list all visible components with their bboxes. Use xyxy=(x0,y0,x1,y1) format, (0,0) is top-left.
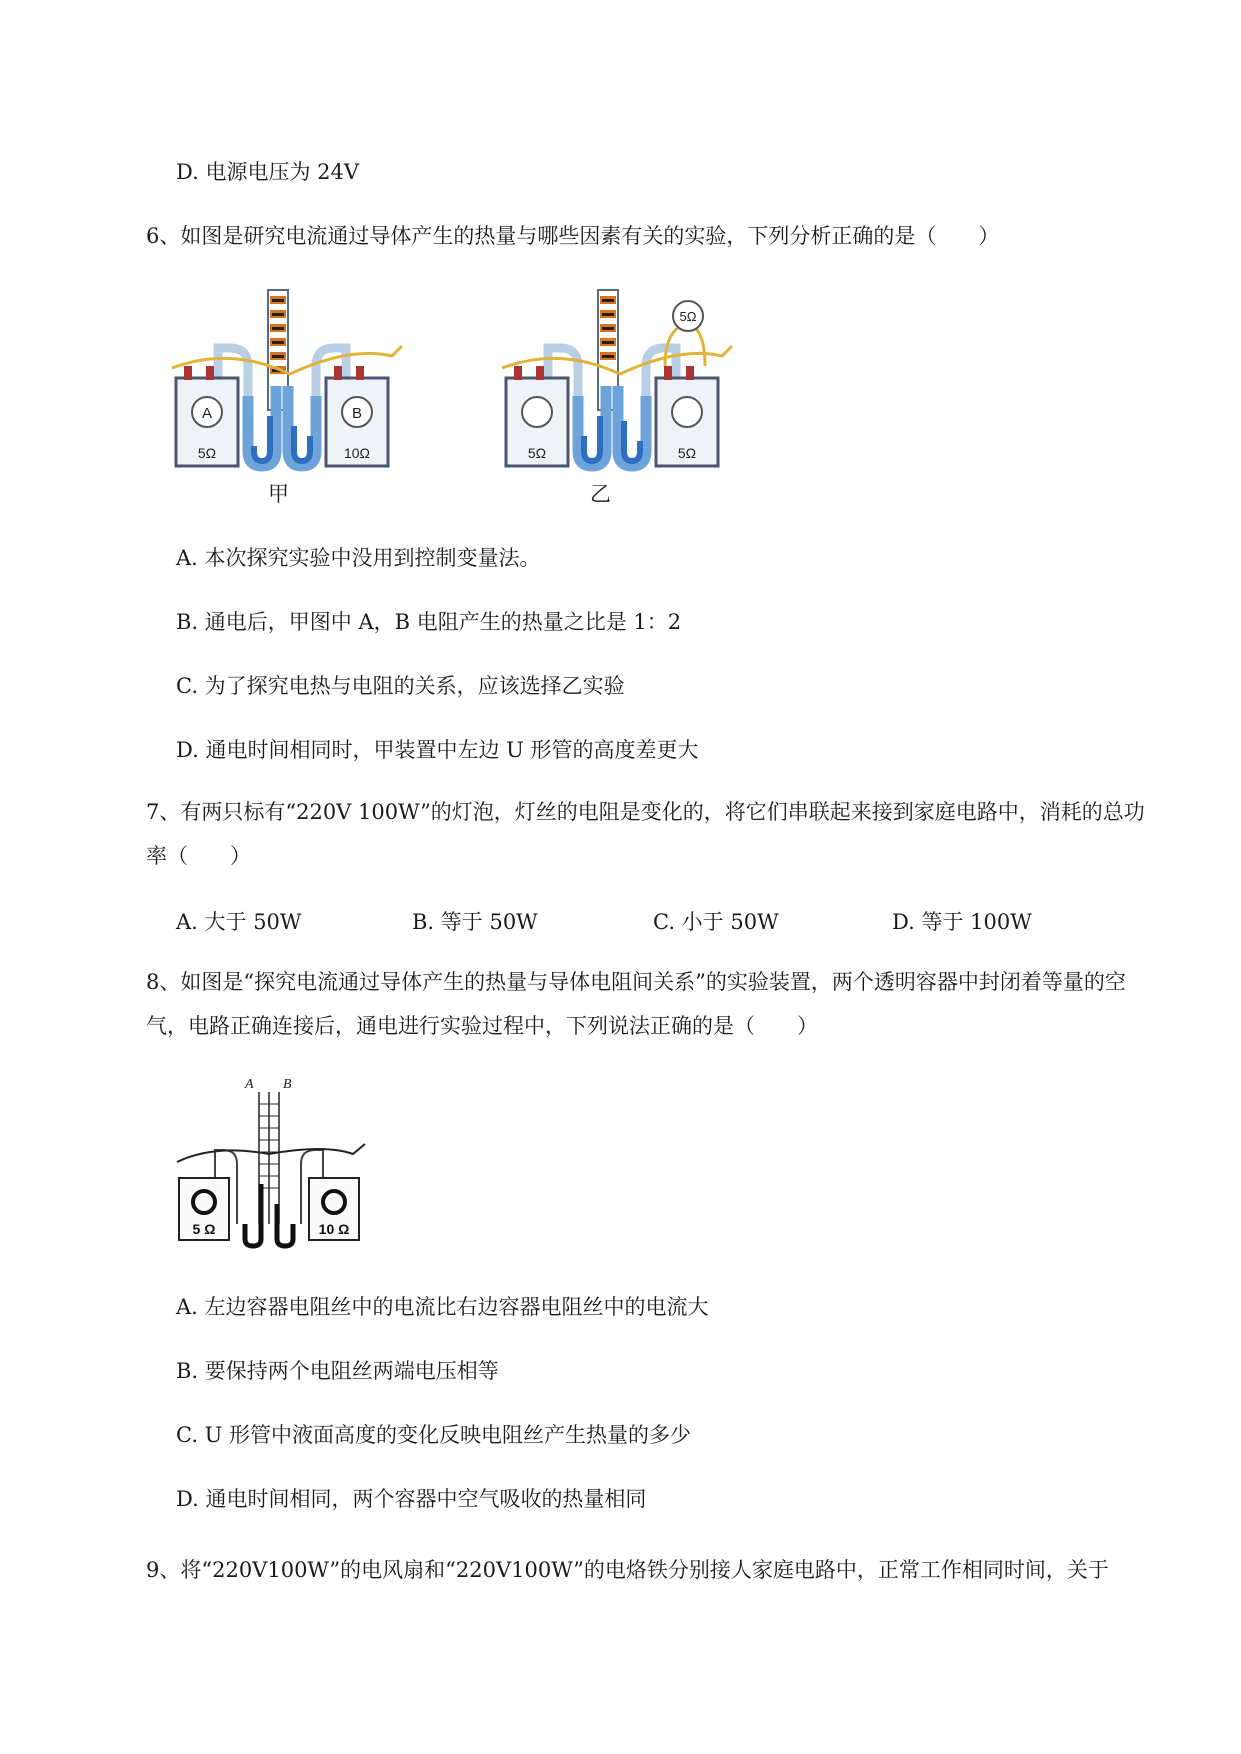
resistor-b-value: 10Ω xyxy=(343,445,371,461)
q8-option-b: B. 要保持两个电阻丝两端电压相等 xyxy=(176,1359,499,1383)
q6-option-d: D. 通电时间相同时，甲装置中左边 U 形管的高度差更大 xyxy=(176,738,699,762)
q6-figure-jia xyxy=(170,286,410,496)
figure-jia-caption: 甲 xyxy=(268,482,289,506)
figure-yi-caption: 乙 xyxy=(590,482,611,506)
q8-option-c: C. U 形管中液面高度的变化反映电阻丝产生热量的多少 xyxy=(176,1423,692,1447)
q7-stem: 7、有两只标有“220V 100W”的灯泡，灯丝的电阻是变化的，将它们串联起来接到家庭电路中，消耗的总功率（ ） xyxy=(146,800,1145,868)
q9-stem: 9、将“220V100W”的电风扇和“220V100W”的电烙铁分别接人家庭电路中，正常工作相同时间，关于 xyxy=(146,1558,1109,1582)
q8-left-resistor-value: 5 Ω xyxy=(192,1221,216,1237)
q8-option-a: A. 左边容器电阻丝中的电流比右边容器电阻丝中的电流大 xyxy=(176,1295,709,1319)
q5-option-d: D. 电源电压为 24V xyxy=(176,160,360,184)
q7-option-d: D. 等于 100W xyxy=(892,910,1032,934)
resistor-left-value: 5Ω xyxy=(527,445,547,461)
q8-right-resistor-value: 10 Ω xyxy=(318,1221,350,1237)
q8-stem: 8、如图是“探究电流通过导体产生的热量与导体电阻间关系”的实验装置，两个透明容器中封闭着等量的空气，电路正确连接后，通电进行实验过程中，下列说法正确的是（ ） xyxy=(146,970,1126,1038)
q7-option-c: C. 小于 50W xyxy=(653,910,779,934)
q8-option-d: D. 通电时间相同，两个容器中空气吸收的热量相同 xyxy=(176,1487,647,1511)
outside-resistor-value: 5Ω xyxy=(679,309,697,324)
tube-b-label: B xyxy=(283,1077,292,1092)
q6-option-c: C. 为了探究电热与电阻的关系，应该选择乙实验 xyxy=(176,674,625,698)
resistor-a-label: A xyxy=(201,405,213,422)
q6-figure-yi xyxy=(500,286,740,496)
q7-options xyxy=(176,908,1136,938)
resistor-right-value: 5Ω xyxy=(677,445,697,461)
q7-option-a: A. 大于 50W xyxy=(176,910,302,934)
resistor-a-value: 5Ω xyxy=(197,445,217,461)
q8-figure xyxy=(175,1074,375,1254)
q7-option-b: B. 等于 50W xyxy=(412,910,538,934)
resistor-b-label: B xyxy=(351,405,363,422)
q6-option-a: A. 本次探究实验中没用到控制变量法。 xyxy=(176,546,541,570)
q6-option-b: B. 通电后，甲图中 A，B 电阻产生的热量之比是 1：2 xyxy=(176,610,682,634)
q6-stem: 6、如图是研究电流通过导体产生的热量与哪些因素有关的实验，下列分析正确的是（ ） xyxy=(146,224,1000,248)
tube-a-label: A xyxy=(245,1077,254,1092)
